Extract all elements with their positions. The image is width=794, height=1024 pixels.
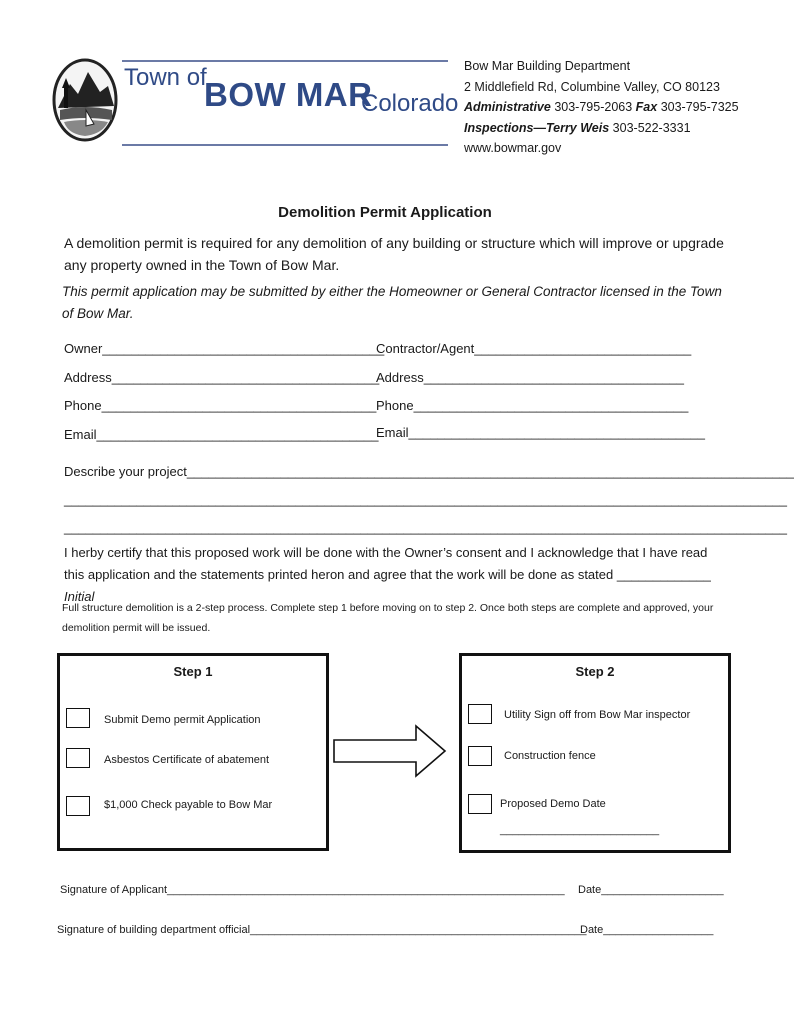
dept-address: 2 Middlefield Rd, Columbine Valley, CO 80123 [464, 80, 720, 94]
header-rule-top [122, 60, 448, 62]
step-1-checkbox-1[interactable] [66, 708, 90, 728]
dept-name: Bow Mar Building Department [464, 59, 631, 73]
proposed-demo-date-line[interactable]: __________________________ [500, 824, 660, 836]
step-2-title: Step 2 [575, 664, 615, 679]
contractor-email-field[interactable]: Email_________________________________________ [376, 425, 705, 440]
owner-address-field[interactable]: Address_____________________________________ [64, 370, 380, 385]
process-note: Full structure demolition is a 2-step process. Complete step 1 before moving on to step 2. Once both steps are complete and approved, your demolition permit will be issued. [62, 602, 714, 634]
logo-bow-mar: BOW MAR [204, 76, 373, 113]
submission-note: This permit application may be submitted by either the Homeowner or General Contractor licensed in the Town of Bow Mar. [62, 284, 722, 321]
certification-text: I herby certify that this proposed work will be done with the Owner’s consent and I acknowledge that I have read this application and the statements printed heron and agree that the work will be done as stated _____________ [64, 545, 711, 582]
step-2-box [459, 653, 731, 853]
step-1-box [57, 653, 329, 851]
contractor-address-field[interactable]: Address____________________________________ [376, 370, 684, 385]
step-1-checkbox-3[interactable] [66, 796, 90, 816]
inspections-phone: 303-522-3331 [612, 121, 691, 135]
intro-paragraph: A demolition permit is required for any demolition of any building or structure which will improve or upgrade any property owned in the Town of Bow Mar. [64, 235, 724, 273]
initial-label: Initial [64, 589, 95, 604]
owner-field[interactable]: Owner_______________________________________ [64, 341, 385, 356]
fax-label: Fax [635, 100, 658, 114]
arrow-right-icon [332, 724, 448, 783]
describe-project-field[interactable]: Describe your project____________________________________________________________________________________ [64, 464, 794, 479]
admin-phone: 303-795-2063 [554, 100, 633, 114]
official-signature-field[interactable]: Signature of building department official_______________________________________________________ [57, 924, 587, 936]
owner-phone-field[interactable]: Phone______________________________________ [64, 398, 377, 413]
applicant-date-field[interactable]: Date____________________ [578, 884, 724, 896]
dept-phones [464, 100, 739, 114]
step-2-item-3: Proposed Demo Date [500, 798, 606, 810]
step-2-checkbox-1[interactable] [468, 704, 492, 724]
logo-colorado: Colorado [361, 90, 459, 117]
header-rule-bottom [122, 144, 448, 146]
step-1-title: Step 1 [173, 664, 213, 679]
describe-project-line-3[interactable]: ____________________________________________________________________________________________________ [64, 520, 787, 535]
step-2-checkbox-2[interactable] [468, 746, 492, 766]
official-date-field[interactable]: Date__________________ [580, 924, 714, 936]
logo-town-of: Town of [124, 64, 207, 91]
describe-project-line-2[interactable]: ____________________________________________________________________________________________________ [64, 492, 787, 507]
step-1-item-2: Asbestos Certificate of abatement [104, 754, 270, 766]
fax-phone: 303-795-7325 [660, 100, 739, 114]
town-logo-emblem [52, 58, 118, 142]
admin-label: Administrative [464, 100, 551, 114]
inspections-label: Inspections—Terry Weis [464, 121, 610, 135]
contractor-phone-field[interactable]: Phone______________________________________ [376, 398, 689, 413]
step-2-checkbox-3[interactable] [468, 794, 492, 814]
step-1-item-1: Submit Demo permit Application [104, 714, 261, 726]
step-2-item-1: Utility Sign off from Bow Mar inspector [504, 709, 691, 721]
step-2-item-2: Construction fence [504, 750, 596, 762]
owner-email-field[interactable]: Email_______________________________________ [64, 427, 379, 442]
dept-website[interactable]: www.bowmar.gov [464, 141, 562, 155]
page-title: Demolition Permit Application [278, 204, 492, 221]
contractor-field[interactable]: Contractor/Agent______________________________ [376, 341, 692, 356]
dept-inspections [464, 121, 691, 135]
step-1-checkbox-2[interactable] [66, 748, 90, 768]
applicant-signature-field[interactable]: Signature of Applicant_________________________________________________________________ [60, 884, 565, 896]
step-1-item-3: $1,000 Check payable to Bow Mar [104, 799, 273, 811]
